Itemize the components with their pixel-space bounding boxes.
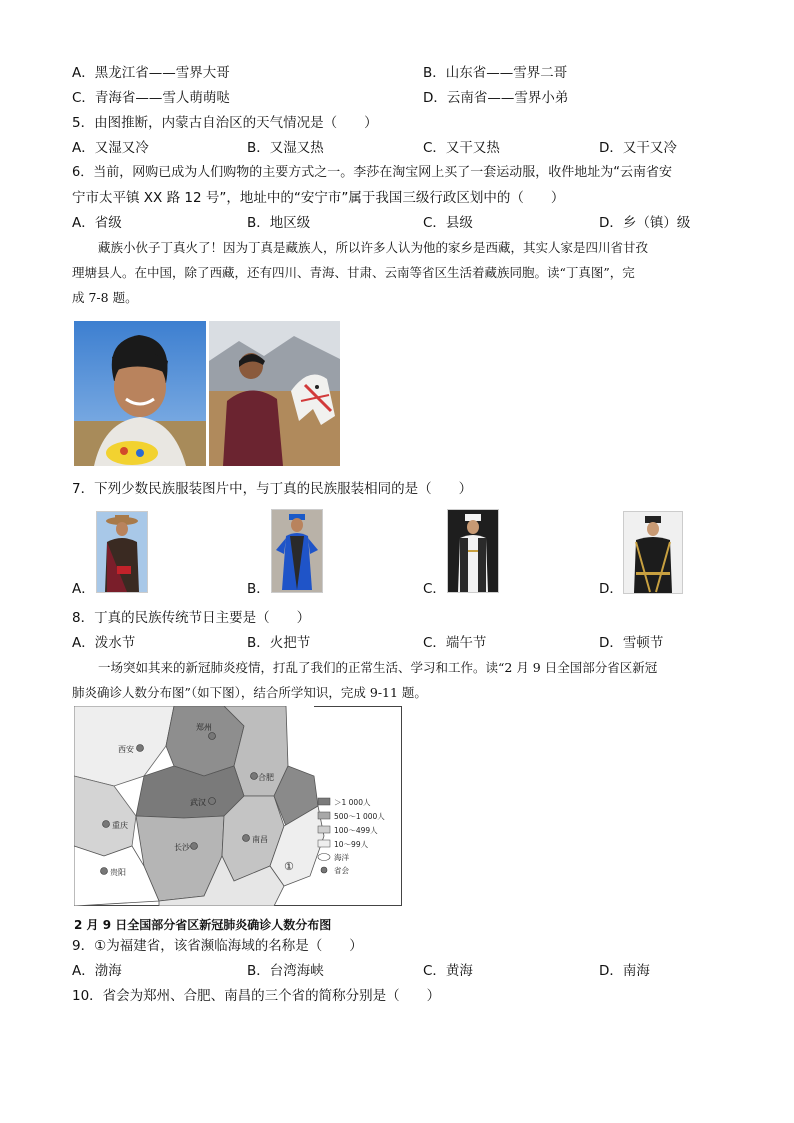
q8-stem: 8．丁真的民族传统节日主要是（ ） (72, 610, 311, 626)
passage1-line2: 理塘县人。在中国，除了西藏，还有四川、青海、甘肃、云南等省区生活着藏族同胞。读“丁真图”，完 (72, 265, 635, 280)
q7-option-c-label: C． (423, 581, 446, 597)
q7-option-b-image (271, 509, 323, 593)
passage1-line3: 成 7-8 题。 (72, 290, 138, 305)
q4-option-c: C．青海省——雪人萌萌哒 (72, 90, 230, 106)
legend-gt-1000: ＞1 000人 (334, 798, 371, 807)
q6-option-c: C．县级 (423, 215, 473, 231)
passage2-line2: 肺炎确诊人数分布图”（如下图），结合所学知识，完成 9-11 题。 (72, 685, 427, 700)
q7-option-a-label: A． (72, 581, 95, 597)
q6-option-b: B．地区级 (247, 215, 311, 231)
q10-stem: 10．省会为郑州、合肥、南昌的三个省的简称分别是（ ） (72, 988, 441, 1004)
q8-option-a: A．泼水节 (72, 635, 136, 651)
q7-stem: 7．下列少数民族服装图片中，与丁真的民族服装相同的是（ ） (72, 481, 473, 497)
map-label-wuhan: 武汉 (190, 798, 206, 807)
q6-option-d: D．乡（镇）级 (599, 215, 691, 231)
map-label-hefei: 合肥 (258, 773, 274, 782)
q5-option-c: C．又干又热 (423, 140, 500, 156)
q7-option-d-image (623, 511, 683, 594)
q4-option-b: B．山东省——雪界二哥 (423, 65, 568, 81)
q9-option-d: D．南海 (599, 963, 650, 979)
q6-stem-line1: 6．当前，网购已成为人们购物的主要方式之一。李莎在淘宝网上买了一套运动服，收件地址为“云南省安 (72, 165, 673, 180)
map-label-xian: 西安 (118, 745, 134, 754)
covid-map (74, 706, 402, 906)
q9-option-a: A．渤海 (72, 963, 122, 979)
legend-ocean: 海洋 (334, 853, 349, 862)
q6-option-a: A．省级 (72, 215, 122, 231)
dingzhen-horse-photo (209, 321, 340, 466)
q7-option-b-label: B． (247, 581, 270, 597)
q4-option-d: D．云南省——雪界小弟 (423, 90, 569, 106)
q9-stem: 9．①为福建省，该省濒临海域的名称是（ ） (72, 938, 363, 954)
map-label-zhengzhou: 郑州 (196, 723, 212, 732)
legend-10-99: 10～99人 (334, 840, 369, 849)
q8-option-b: B．火把节 (247, 635, 311, 651)
q5-stem: 5．由图推断，内蒙古自治区的天气情况是（ ） (72, 115, 378, 131)
map-label-chongqing: 重庆 (112, 821, 128, 830)
q7-option-a-image (96, 511, 148, 593)
map-caption: 2 月 9 日全国部分省区新冠肺炎确诊人数分布图 (74, 918, 332, 932)
map-marker-fujian: ① (284, 860, 294, 873)
map-label-changsha: 长沙 (174, 843, 190, 852)
legend-100-499: 100～499人 (334, 826, 378, 835)
q9-option-c: C．黄海 (423, 963, 473, 979)
passage1-line1: 藏族小伙子丁真火了！因为丁真是藏族人，所以许多人认为他的家乡是西藏，其实人家是四川省甘孜 (98, 240, 649, 255)
passage2-line1: 一场突如其来的新冠肺炎疫情，打乱了我们的正常生活、学习和工作。读“2 月 9 日全国部分省区新冠 (98, 660, 658, 675)
q7-option-d-label: D． (599, 581, 623, 597)
q4-option-a: A．黑龙江省——雪界大哥 (72, 65, 230, 81)
q9-option-b: B．台湾海峡 (247, 963, 324, 979)
q5-option-b: B．又湿又热 (247, 140, 324, 156)
q8-option-d: D．雪顿节 (599, 635, 664, 651)
q8-option-c: C．端午节 (423, 635, 487, 651)
legend-500-1000: 500～1 000人 (334, 812, 385, 821)
dingzhen-portrait-photo (74, 321, 206, 466)
map-label-nanchang: 南昌 (252, 835, 268, 844)
q7-option-c-image (447, 509, 499, 593)
q5-option-a: A．又湿又冷 (72, 140, 149, 156)
q5-option-d: D．又干又冷 (599, 140, 677, 156)
legend-capital: 省会 (334, 866, 349, 875)
map-label-guiyang: 贵阳 (110, 868, 126, 877)
q6-stem-line2: 宁市太平镇 XX 路 12 号”，地址中的“安宁市”属于我国三级行政区划中的（ ） (72, 190, 565, 206)
